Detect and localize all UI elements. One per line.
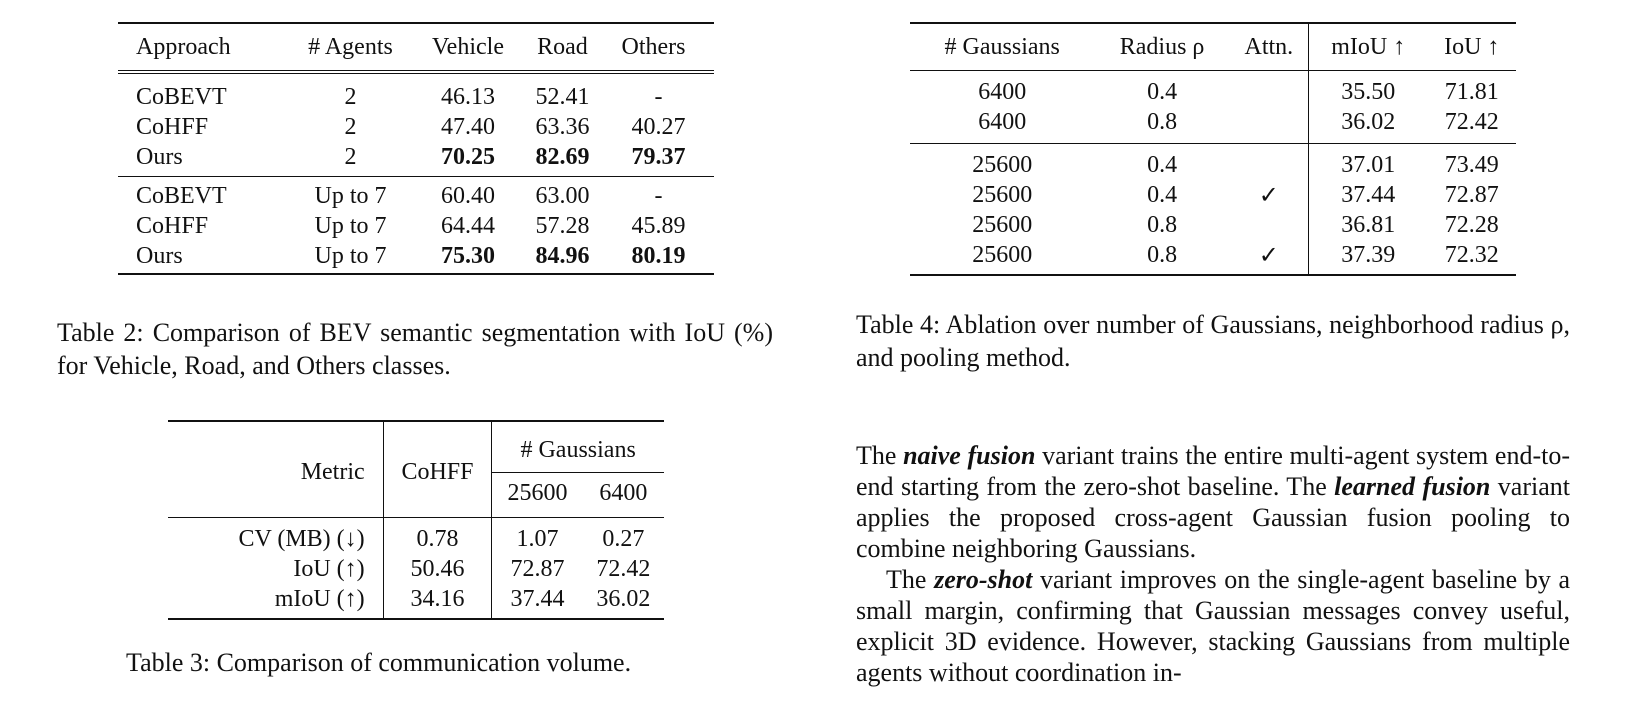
t3-header-6400: 6400 xyxy=(599,479,648,506)
cell: 47.40 xyxy=(440,113,495,140)
cell: 79.37 xyxy=(631,143,686,170)
t3-header-gaussians: # Gaussians xyxy=(492,421,664,473)
cell xyxy=(1230,71,1309,108)
paragraph xyxy=(856,440,1570,564)
cell: 80.19 xyxy=(631,242,686,269)
table-row xyxy=(910,107,1516,144)
t4-header-radius: Radius ρ xyxy=(1094,23,1229,71)
table-4 xyxy=(910,22,1516,276)
cell: - xyxy=(654,182,663,209)
cell: Up to 7 xyxy=(314,182,387,209)
cell: CoHFF xyxy=(136,212,209,239)
table-3 xyxy=(168,420,664,620)
cell: CoBEVT xyxy=(136,83,227,110)
table-3-caption: Table 3: Comparison of communication volume. xyxy=(126,648,632,677)
cell: 25600 xyxy=(972,211,1033,238)
text-run: The xyxy=(856,441,904,470)
t3-header-25600: 25600 xyxy=(492,473,583,518)
cell: 37.39 xyxy=(1308,240,1427,275)
cell: 72.87 xyxy=(1444,181,1499,208)
cell: - xyxy=(654,83,663,110)
cell: 72.28 xyxy=(1444,211,1499,238)
cell: 73.49 xyxy=(1444,151,1499,178)
cell: 0.8 xyxy=(1147,108,1178,135)
paragraph xyxy=(856,564,1570,688)
cell: 0.4 xyxy=(1147,181,1178,208)
cell: 71.81 xyxy=(1444,78,1499,105)
cell: Up to 7 xyxy=(314,212,387,239)
checkmark-icon: ✓ xyxy=(1258,182,1279,209)
cell: 70.25 xyxy=(440,143,495,170)
checkmark-icon: ✓ xyxy=(1258,242,1279,269)
t2-header-vehicle: Vehicle xyxy=(432,33,504,60)
cell: 72.32 xyxy=(1444,241,1499,268)
cell: 84.96 xyxy=(535,242,590,269)
cell: Ours xyxy=(136,143,183,170)
cell: 64.44 xyxy=(440,212,495,239)
cell: 1.07 xyxy=(492,518,583,555)
table-row xyxy=(910,71,1516,108)
cell: 0.27 xyxy=(602,525,645,552)
cell: CoBEVT xyxy=(136,182,227,209)
cell: 40.27 xyxy=(631,113,686,140)
cell: 36.81 xyxy=(1308,210,1427,240)
cell: 2 xyxy=(344,143,357,170)
t2-header-others: Others xyxy=(621,33,686,60)
table-row xyxy=(118,177,714,212)
t4-header-iou: IoU ↑ xyxy=(1428,23,1516,71)
t2-header-road: Road xyxy=(537,33,588,60)
cell: 82.69 xyxy=(535,143,590,170)
cell: Up to 7 xyxy=(314,242,387,269)
table-row xyxy=(910,240,1516,275)
t3-header-metric: Metric xyxy=(300,459,365,485)
cell: 2 xyxy=(344,83,357,110)
t2-header-approach: Approach xyxy=(136,33,231,60)
text-run: variant applies the proposed cross-agent Gaussian fusion pooling to combine neighboring Gaussians. xyxy=(856,472,1570,563)
emphasis-naive-fusion: naive fusion xyxy=(903,441,1036,470)
cell: 72.42 xyxy=(596,555,651,582)
cell: CoHFF xyxy=(136,113,209,140)
t2-header-agents: # Agents xyxy=(308,33,393,60)
table-row xyxy=(168,518,664,555)
cell: Ours xyxy=(136,242,183,269)
text-run: The xyxy=(886,565,935,594)
cell xyxy=(1230,107,1309,144)
cell: 52.41 xyxy=(535,83,590,110)
t3-header-cohff: CoHFF xyxy=(383,421,492,518)
cell: 35.50 xyxy=(1308,71,1427,108)
emphasis-learned-fusion: learned fusion xyxy=(1334,472,1491,501)
cell: mIoU (↑) xyxy=(274,585,365,612)
t4-header-gaussians: # Gaussians xyxy=(910,23,1094,71)
table-row xyxy=(168,584,664,619)
cell: 46.13 xyxy=(440,83,495,110)
cell: 72.87 xyxy=(492,554,583,584)
table-2-caption: Table 2: Comparison of BEV semantic segmentation with IoU (%) for Vehicle, Road, and Others classes. xyxy=(57,318,773,380)
cell: 37.44 xyxy=(1308,180,1427,210)
table-row xyxy=(910,210,1516,240)
text-run: variant trains the entire multi-agent system end-to-end starting from the zero-shot baseline. The xyxy=(856,441,1571,501)
cell: 0.4 xyxy=(1147,151,1178,178)
cell: 2 xyxy=(344,113,357,140)
cell: CV (MB) (↓) xyxy=(238,525,365,552)
body-text xyxy=(856,440,1570,688)
cell: 0.78 xyxy=(383,518,492,555)
cell: 45.89 xyxy=(631,212,686,239)
cell xyxy=(1230,210,1309,240)
cell: 36.02 xyxy=(1308,107,1427,144)
table-4-caption: Table 4: Ablation over number of Gaussians, neighborhood radius ρ, and pooling method. xyxy=(856,310,1570,372)
table-row xyxy=(118,211,714,241)
table-row xyxy=(118,241,714,274)
cell: 6400 xyxy=(978,108,1027,135)
text-run: variant improves on the single-agent baseline by a small margin, confirming that Gaussian messages convey useful, explicit 3D evidence. However, stacking Gaussians from multiple agents without coordination in- xyxy=(856,565,1571,687)
table-row xyxy=(168,554,664,584)
cell: 25600 xyxy=(972,241,1033,268)
cell: 37.44 xyxy=(492,584,583,619)
cell: 37.01 xyxy=(1308,144,1427,181)
t4-header-miou: mIoU ↑ xyxy=(1308,23,1427,71)
cell: IoU (↑) xyxy=(293,555,365,582)
cell: 0.8 xyxy=(1147,241,1178,268)
table-row xyxy=(118,72,714,112)
cell: 34.16 xyxy=(383,584,492,619)
cell: 50.46 xyxy=(383,554,492,584)
cell: 25600 xyxy=(972,151,1033,178)
cell: 57.28 xyxy=(535,212,590,239)
table-row xyxy=(118,112,714,142)
cell: 75.30 xyxy=(440,242,495,269)
cell: 25600 xyxy=(972,181,1033,208)
cell: 72.42 xyxy=(1444,108,1499,135)
cell: 63.36 xyxy=(535,113,590,140)
cell: 0.8 xyxy=(1147,211,1178,238)
cell: 6400 xyxy=(978,78,1027,105)
cell xyxy=(1230,144,1309,181)
t4-header-attn: Attn. xyxy=(1230,23,1309,71)
cell: 36.02 xyxy=(596,585,651,612)
cell: 63.00 xyxy=(535,182,590,209)
table-row xyxy=(118,142,714,177)
table-row xyxy=(910,180,1516,210)
emphasis-zero-shot: zero-shot xyxy=(934,565,1033,594)
cell: 0.4 xyxy=(1147,78,1178,105)
cell: 60.40 xyxy=(440,182,495,209)
table-row xyxy=(910,144,1516,181)
table-2 xyxy=(118,22,714,275)
